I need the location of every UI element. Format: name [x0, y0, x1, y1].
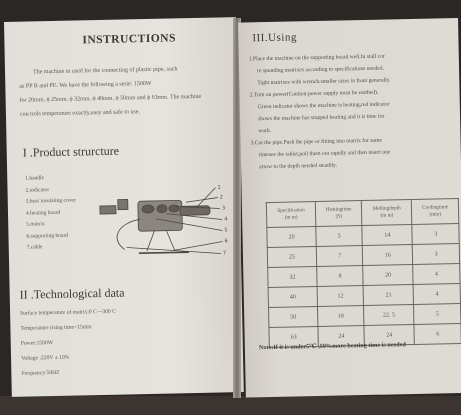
- tech-item: Power:1500W: [20, 340, 54, 347]
- tech-item: Temperature rising time<15min: [20, 324, 92, 332]
- table-cell: 20: [267, 227, 317, 248]
- column-header: Heatingtime (S): [315, 201, 362, 227]
- intro-line: con trols temperature exactly,easy and safe to use.: [19, 109, 141, 118]
- intro-text: [19, 61, 230, 121]
- cold-weather-note: Note:If it is under5℃ ,50%more heating time is needed: [258, 341, 406, 352]
- table-cell: 3: [413, 244, 460, 265]
- table-cell: 22. 5: [364, 304, 415, 325]
- intro-line: The machine in used for the connecting of plastic pipe, such: [32, 66, 178, 76]
- table-cell: 25: [267, 247, 317, 268]
- table-cell: 4: [413, 264, 460, 285]
- table-cell: 5: [316, 226, 363, 247]
- diagram-label: 3: [221, 205, 226, 212]
- table-cell: 18: [318, 306, 365, 327]
- table-cell: 24: [318, 326, 365, 347]
- table-cell: 40: [268, 287, 318, 308]
- table-cell: 14: [362, 225, 413, 246]
- tech-item: Voltage :220V ± 10%: [20, 354, 70, 362]
- table-cell: 3: [412, 224, 459, 245]
- table-cell: 12: [317, 286, 364, 307]
- step-line: 2.Turn on power(Caution:power supply must be earthed).: [249, 89, 379, 99]
- step-line: timesee the tablet,poll them out rapidly and then insert one: [258, 149, 391, 159]
- part-item: 5.matrix: [26, 221, 45, 228]
- tech-item: Surface temperature of matrix:0 C---300 C: [20, 308, 116, 317]
- table-cell: 16: [362, 245, 413, 266]
- diagram-label: 4: [224, 216, 228, 223]
- column-header: Meltingdepth (m m): [362, 200, 413, 226]
- step-line: re sponding matrixes according to specifications needed.: [257, 65, 385, 75]
- tech-item: Frequency:50HZ: [21, 369, 60, 377]
- diagram-label: 2: [219, 194, 223, 201]
- step-line: work.: [258, 127, 272, 135]
- diagram-label: 1: [217, 184, 221, 191]
- table-cell: 8: [317, 266, 364, 287]
- intro-line: for 20mm, ϕ 25mm, ϕ 32mm, ϕ 40mm, ϕ 50mm and ϕ 63mm. The machine: [19, 93, 202, 104]
- technological-data-heading: II .Technological data: [19, 285, 125, 302]
- table-cell: 7: [316, 246, 363, 267]
- table-cell: 24: [364, 324, 415, 345]
- right-page: [238, 18, 461, 398]
- column-header: Specification (m m): [266, 202, 316, 228]
- table-cell: 5: [414, 304, 461, 325]
- using-heading: III.Using: [252, 31, 298, 45]
- diagram-label: 7: [222, 250, 227, 257]
- step-line: shows the machine has stopped heating and it is time for: [258, 113, 385, 123]
- part-item: 6.supporting board: [26, 232, 69, 240]
- step-line: Green indicator shows the machine is heating,red indicator: [257, 101, 390, 111]
- part-item: 2.indicator: [25, 186, 50, 194]
- table-cell: 32: [268, 267, 318, 288]
- table-cell: 4: [413, 284, 460, 305]
- column-header: Coolingtime (min): [412, 199, 459, 225]
- step-line: arrow to the depth needed steadily.: [259, 162, 338, 171]
- diagram-label: 6: [224, 238, 228, 245]
- technological-data-list: [20, 306, 172, 384]
- part-item: 3.heat insulating cover: [25, 197, 76, 205]
- table-cell: 20: [363, 264, 414, 285]
- intro-line: as PP R and PE. We have the following a serie: 1500W: [19, 80, 152, 90]
- part-item: 1.handle: [25, 175, 45, 182]
- table-cell: 63: [269, 326, 319, 347]
- table-cell: 21: [363, 284, 414, 305]
- step-line: Tight matrixes with wrench.smaller sizes in front generally.: [257, 77, 391, 87]
- step-line: 1.Place the machine on the supporting board well.In stall cor: [248, 53, 385, 63]
- part-item: 4.heating board: [25, 209, 61, 217]
- welding-machine-diagram: [95, 177, 237, 265]
- table-cell: 6: [414, 324, 461, 345]
- product-structure-heading: I .Product strurcture: [22, 143, 120, 160]
- part-item: 7.cable: [26, 244, 43, 251]
- instructions-title: INSTRUCTIONS: [82, 32, 177, 47]
- step-line: 3.Cut the pipe.Push the pipe or fitting into matrix for some: [250, 137, 383, 147]
- table-cell: 50: [269, 307, 319, 328]
- left-page: [4, 17, 244, 397]
- diagram-label: 5: [224, 227, 228, 234]
- specification-table: [266, 198, 461, 348]
- using-steps: [249, 50, 461, 174]
